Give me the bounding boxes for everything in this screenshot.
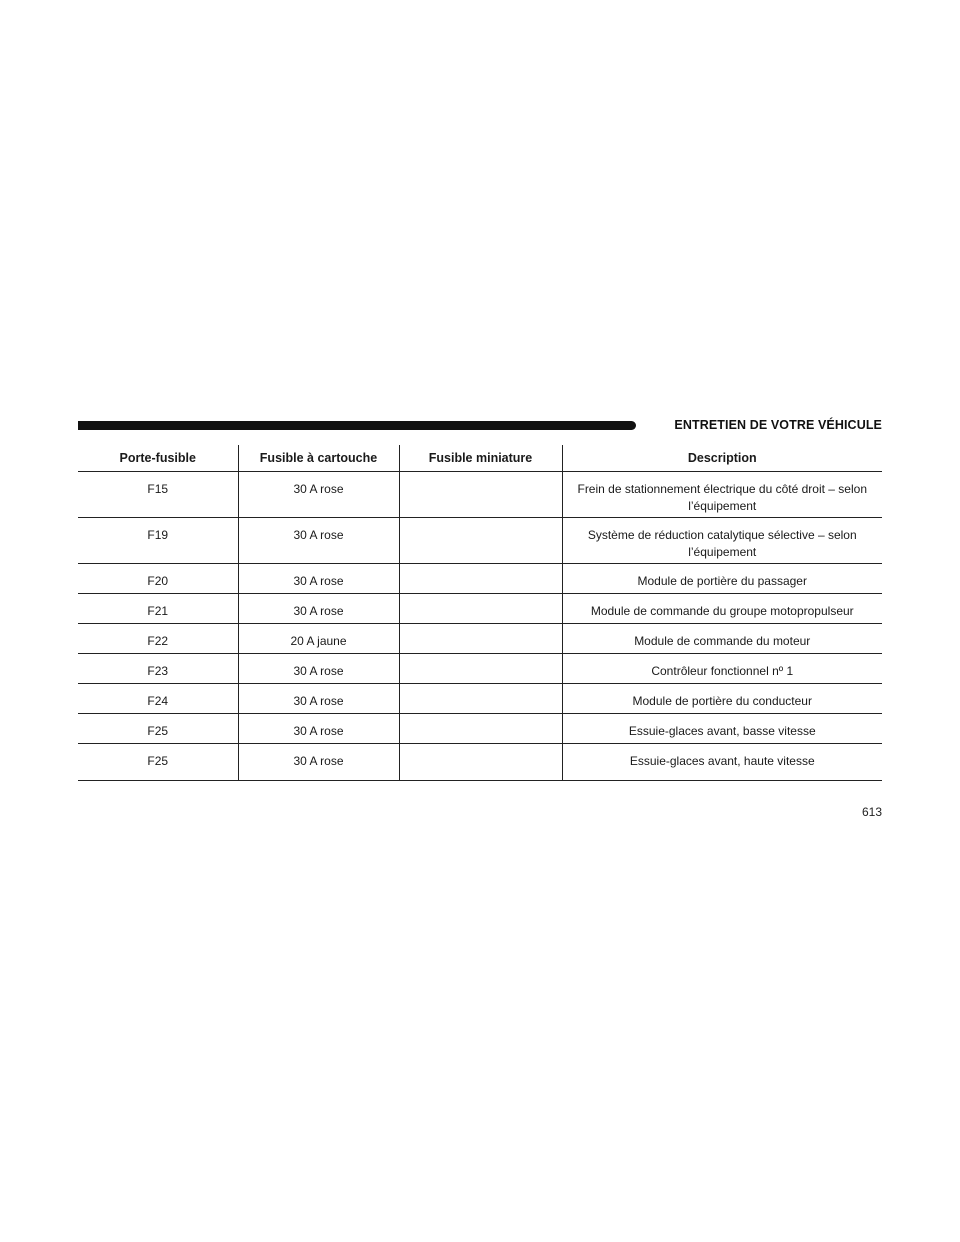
cell-cavity: F20	[78, 564, 238, 594]
table-row	[78, 564, 882, 594]
section-title: ENTRETIEN DE VOTRE VÉHICULE	[674, 418, 882, 432]
cell-mini-fuse	[399, 472, 562, 518]
cell-description: Module de portière du passager	[562, 564, 882, 594]
cell-cartridge-fuse: 30 A rose	[238, 744, 399, 781]
cell-mini-fuse	[399, 594, 562, 624]
cell-description: Module de commande du moteur	[562, 624, 882, 654]
fuse-table	[78, 445, 882, 781]
page-number: 613	[861, 805, 882, 819]
cell-mini-fuse	[399, 684, 562, 714]
cell-cavity: F24	[78, 684, 238, 714]
table-header-row	[78, 445, 882, 472]
cell-cavity: F19	[78, 518, 238, 564]
table-row	[78, 654, 882, 684]
cell-mini-fuse	[399, 744, 562, 781]
cell-description: Module de commande du groupe motopropulseur	[562, 594, 882, 624]
cell-mini-fuse	[399, 714, 562, 744]
cell-description: Contrôleur fonctionnel nº 1	[562, 654, 882, 684]
column-header-description: Description	[562, 445, 882, 472]
cell-cavity: F15	[78, 472, 238, 518]
column-header-cavity: Porte-fusible	[78, 445, 238, 472]
cell-cavity: F21	[78, 594, 238, 624]
cell-cartridge-fuse: 30 A rose	[238, 684, 399, 714]
table-row	[78, 472, 882, 518]
table-row	[78, 744, 882, 781]
cell-cartridge-fuse: 30 A rose	[238, 654, 399, 684]
cell-mini-fuse	[399, 624, 562, 654]
table-row	[78, 684, 882, 714]
cell-cartridge-fuse: 30 A rose	[238, 564, 399, 594]
cell-cartridge-fuse: 30 A rose	[238, 472, 399, 518]
cell-description: Essuie-glaces avant, haute vitesse	[562, 744, 882, 781]
cell-mini-fuse	[399, 518, 562, 564]
column-header-mini-fuse: Fusible miniature	[399, 445, 562, 472]
cell-cartridge-fuse: 30 A rose	[238, 594, 399, 624]
cell-description: Système de réduction catalytique sélective – selon l’équipement	[562, 518, 882, 564]
cell-cavity: F25	[78, 744, 238, 781]
cell-description: Essuie-glaces avant, basse vitesse	[562, 714, 882, 744]
table-row	[78, 518, 882, 564]
cell-cavity: F25	[78, 714, 238, 744]
table-row	[78, 714, 882, 744]
header-rule	[78, 421, 636, 430]
cell-description: Frein de stationnement électrique du côté droit – selon l’équipement	[562, 472, 882, 518]
cell-cartridge-fuse: 20 A jaune	[238, 624, 399, 654]
cell-cartridge-fuse: 30 A rose	[238, 714, 399, 744]
cell-cartridge-fuse: 30 A rose	[238, 518, 399, 564]
cell-cavity: F22	[78, 624, 238, 654]
table-row	[78, 624, 882, 654]
cell-mini-fuse	[399, 564, 562, 594]
column-header-cartridge-fuse: Fusible à cartouche	[238, 445, 399, 472]
cell-description: Module de portière du conducteur	[562, 684, 882, 714]
cell-cavity: F23	[78, 654, 238, 684]
table-row	[78, 594, 882, 624]
cell-mini-fuse	[399, 654, 562, 684]
